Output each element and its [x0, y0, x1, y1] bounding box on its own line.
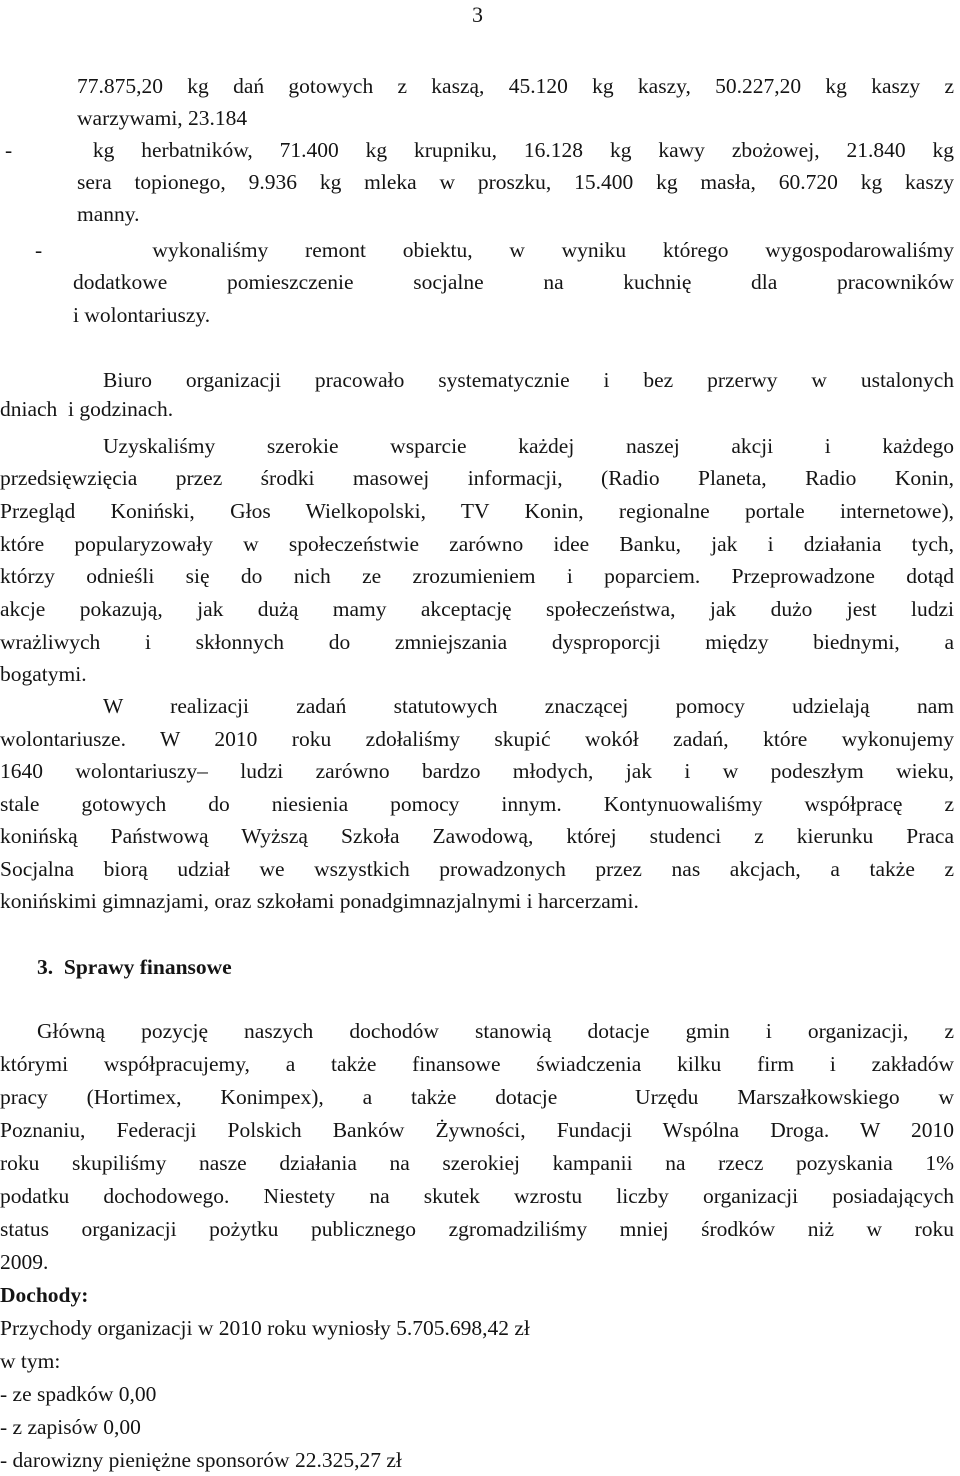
text-line: manny. — [77, 202, 140, 226]
text-line: Uzyskaliśmy szerokie wsparcie każdej naszej akcji i każdego — [103, 434, 954, 458]
text-line: konińską Państwową Wyższą Szkoła Zawodową, której studenci z kierunku Praca — [0, 824, 954, 848]
text-line: Przychody organizacji w 2010 roku wyniosły 5.705.698,42 zł — [0, 1316, 530, 1340]
text-line: - darowizny pieniężne sponsorów 22.325,27 zł — [0, 1448, 402, 1472]
text-line: warzywami, 23.184 — [77, 106, 248, 130]
text-line: wrażliwych i skłonnych do zmniejszania dysproporcji między biednymi, a — [0, 630, 954, 654]
text-line: - ze spadków 0,00 — [0, 1382, 157, 1406]
text-line: którymi współpracujemy, a także finansowe świadczenia kilku firm i zakładów — [0, 1052, 954, 1076]
text-line: bogatymi. — [0, 662, 87, 686]
text-line: roku skupiliśmy nasze działania na szerokiej kampanii na rzecz pozyskania 1% — [0, 1151, 954, 1175]
text-line: akcje pokazują, jak dużą mamy akceptację społeczeństwa, jak dużo jest ludzi — [0, 597, 954, 621]
text-line: W realizacji zadań statutowych znaczącej pomocy udzielają nam — [103, 694, 954, 718]
text-line: sera topionego, 9.936 kg mleka w proszku, 15.400 kg masła, 60.720 kg kaszy — [77, 170, 954, 194]
text-line: w tym: — [0, 1349, 61, 1373]
text-line: Poznaniu, Federacji Polskich Banków Żywności, Fundacji Wspólna Droga. W 2010 — [0, 1118, 954, 1142]
text-line: pracy (Hortimex, Konimpex), a także dotacje Urzędu Marszałkowskiego w — [0, 1085, 954, 1109]
text-line: Socjalna biorą udział we wszystkich prowadzonych przez nas akcjach, a także z — [0, 857, 954, 881]
text-line: - kg herbatników, 71.400 kg krupniku, 16.128 kg kawy zbożowej, 21.840 kg — [5, 138, 954, 162]
text-line: Główną pozycję naszych dochodów stanowią dotacje gmin i organizacji, z — [37, 1019, 954, 1043]
text-line: - wykonaliśmy remont obiektu, w wyniku którego wygospodarowaliśmy — [35, 238, 954, 262]
text-line: którzy odnieśli się do nich ze zrozumieniem i poparciem. Przeprowadzone dotąd — [0, 564, 954, 588]
text-line: 2009. — [0, 1250, 49, 1274]
text-line: które popularyzowały w społeczeństwie zarówno idee Banku, jak i działania tych, — [0, 532, 954, 556]
text-line: Biuro organizacji pracowało systematycznie i bez przerwy w ustalonych — [103, 368, 954, 392]
text-line: konińskimi gimnazjami, oraz szkołami ponadgimnazjalnymi i harcerzami. — [0, 889, 639, 913]
section-heading-line: Dochody: — [0, 1283, 89, 1307]
text-line: i wolontariuszy. — [73, 303, 211, 327]
text-line: stale gotowych do niesienia pomocy innym. Kontynuowaliśmy współpracę z — [0, 792, 954, 816]
text-line: przedsięwzięcia przez środki masowej informacji, (Radio Planeta, Radio Konin, — [0, 466, 954, 490]
text-line: status organizacji pożytku publicznego zgromadziliśmy mniej środków niż w roku — [0, 1217, 954, 1241]
page-number: 3 — [472, 2, 483, 27]
text-line: wolontariusze. W 2010 roku zdołaliśmy skupić wokół zadań, które wykonujemy — [0, 727, 954, 751]
text-line: dniach i godzinach. — [0, 397, 174, 421]
text-line: 1640 wolontariuszy– ludzi zarówno bardzo młodych, jak i w podeszłym wieku, — [0, 759, 954, 783]
text-line: dodatkowe pomieszczenie socjalne na kuchnię dla pracowników — [73, 270, 954, 294]
text-line: 77.875,20 kg dań gotowych z kaszą, 45.120 kg kaszy, 50.227,20 kg kaszy z — [77, 74, 954, 98]
text-line: podatku dochodowego. Niestety na skutek wzrostu liczby organizacji posiadających — [0, 1184, 954, 1208]
section-heading-line: 3. Sprawy finansowe — [37, 955, 232, 979]
text-line: Przegląd Koniński, Głos Wielkopolski, TV Konin, regionalne portale internetowe), — [0, 499, 954, 523]
text-line: - z zapisów 0,00 — [0, 1415, 141, 1439]
